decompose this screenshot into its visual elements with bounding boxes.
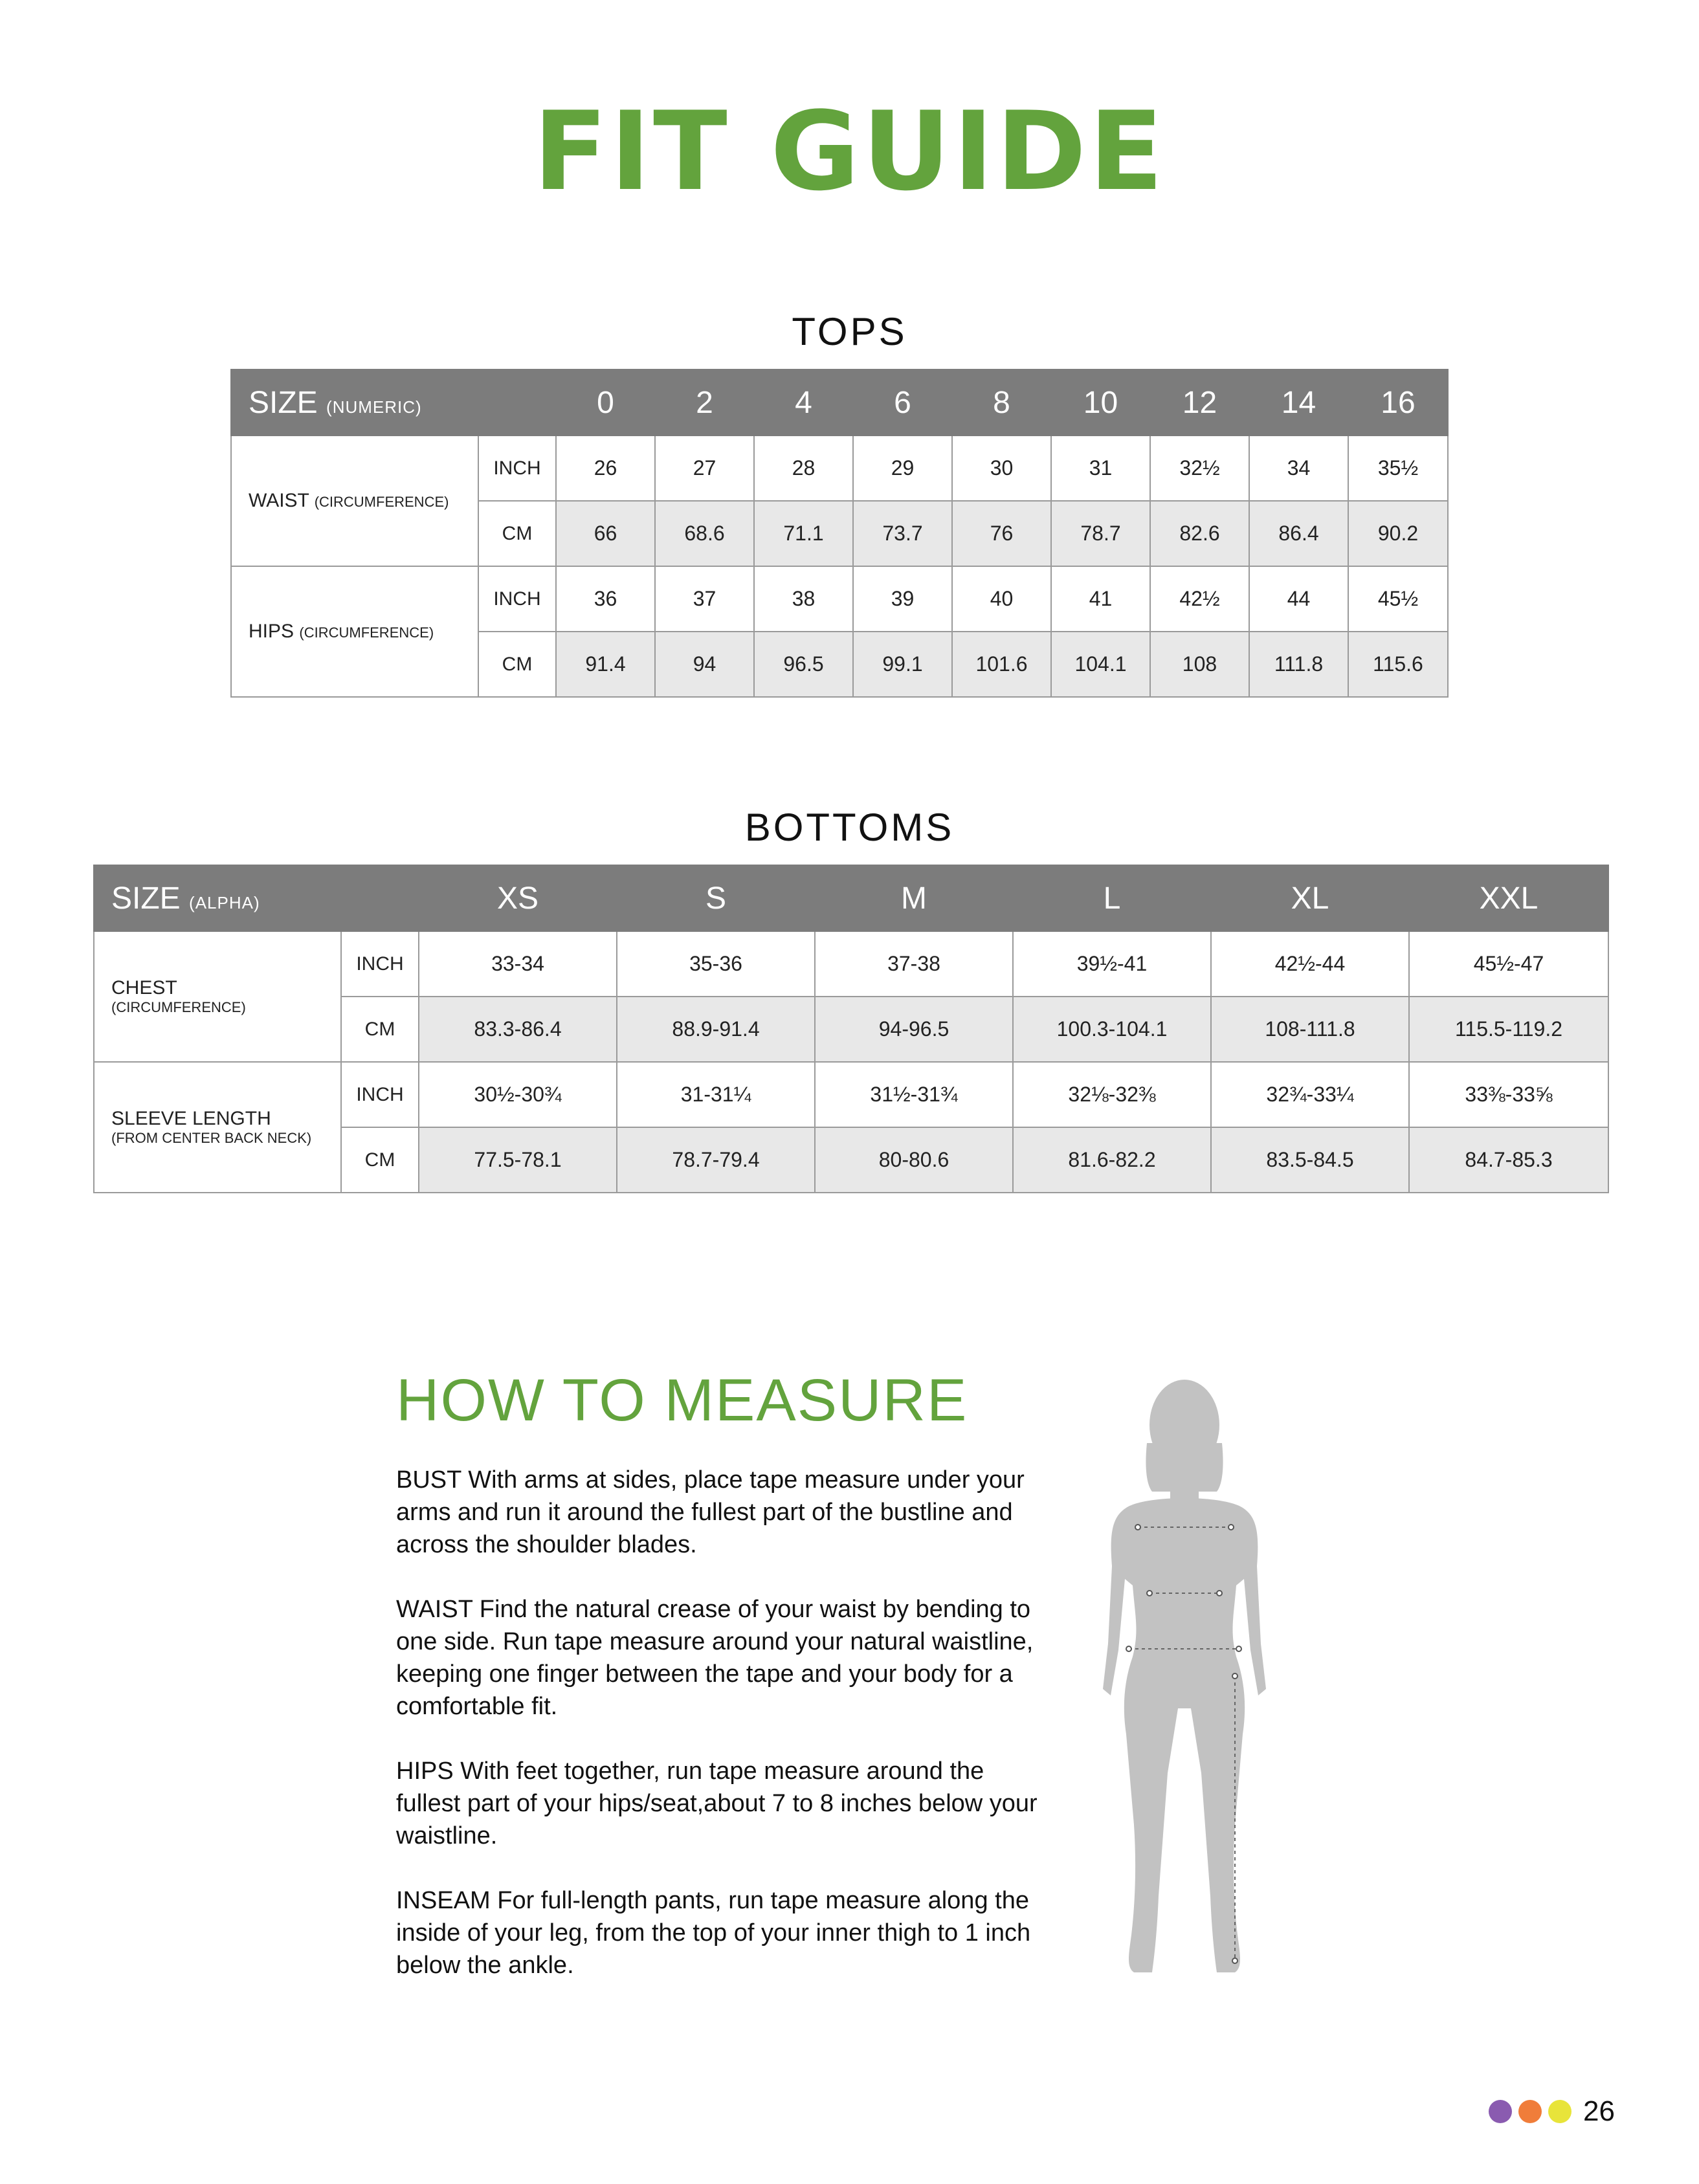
bottoms-size-table — [93, 865, 1609, 1193]
table-cell: 83.5-84.5 — [1211, 1127, 1409, 1193]
table-cell: 108-111.8 — [1211, 997, 1409, 1062]
measure-label: HIPS — [249, 621, 294, 642]
table-cell: 42½-44 — [1211, 931, 1409, 997]
table-cell: 29 — [853, 436, 952, 501]
table-cell: 104.1 — [1051, 632, 1150, 697]
table-cell: 39½-41 — [1013, 931, 1211, 997]
table-cell: 35-36 — [617, 931, 815, 997]
measure-sub-label: (CIRCUMFERENCE) — [314, 494, 449, 510]
table-cell: 80-80.6 — [815, 1127, 1013, 1193]
unit-label: CM — [341, 1127, 419, 1193]
table-cell: 45½-47 — [1409, 931, 1608, 997]
tops-heading: TOPS — [792, 310, 907, 353]
size-column-header: XL — [1211, 865, 1409, 931]
size-sub-label: (ALPHA) — [189, 892, 260, 912]
unit-label: INCH — [478, 436, 556, 501]
table-cell: 76 — [952, 501, 1051, 566]
row-label-hips — [231, 566, 478, 697]
silhouette-body — [1103, 1380, 1266, 1972]
page-number: 26 — [1583, 2095, 1615, 2127]
table-cell: 33⅜-33⅝ — [1409, 1062, 1608, 1127]
table-row — [231, 566, 1448, 632]
table-cell: 84.7-85.3 — [1409, 1127, 1608, 1193]
how-to-measure-heading: HOW TO MEASURE — [396, 1367, 968, 1433]
measure-label: WAIST — [249, 490, 309, 511]
footer-color-dots — [1489, 2100, 1571, 2123]
table-cell: 33-34 — [419, 931, 617, 997]
unit-label: CM — [478, 632, 556, 697]
table-cell: 32⅛-32⅜ — [1013, 1062, 1211, 1127]
table-cell: 88.9-91.4 — [617, 997, 815, 1062]
table-cell: 42½ — [1150, 566, 1249, 632]
size-column-header: 2 — [655, 370, 754, 436]
table-row — [94, 931, 1608, 997]
inseam-instructions: INSEAM For full-length pants, run tape measure along the inside of your leg, from the top of your inner thigh to 1 inch below the ankle. — [396, 1887, 1031, 1979]
measure-label: SLEEVE LENGTH — [111, 1108, 271, 1129]
size-column-header: 14 — [1249, 370, 1348, 436]
table-row — [94, 1062, 1608, 1127]
table-cell: 34 — [1249, 436, 1348, 501]
measure-sub-label: (FROM CENTER BACK NECK) — [111, 1130, 312, 1146]
table-cell: 28 — [754, 436, 853, 501]
table-cell: 91.4 — [556, 632, 655, 697]
row-label-waist — [231, 436, 478, 566]
table-cell: 115.5-119.2 — [1409, 997, 1608, 1062]
unit-label: INCH — [341, 1062, 419, 1127]
table-cell: 30½-30¾ — [419, 1062, 617, 1127]
table-cell: 37-38 — [815, 931, 1013, 997]
size-sub-label: (NUMERIC) — [326, 397, 422, 417]
size-column-header: M — [815, 865, 1013, 931]
table-cell: 115.6 — [1348, 632, 1448, 697]
tops-size-table — [230, 369, 1449, 698]
unit-header — [478, 370, 556, 436]
size-header — [231, 370, 478, 436]
table-cell: 71.1 — [754, 501, 853, 566]
purple-dot-icon — [1489, 2100, 1512, 2123]
table-cell: 100.3-104.1 — [1013, 997, 1211, 1062]
yellow-dot-icon — [1548, 2100, 1571, 2123]
table-cell: 31 — [1051, 436, 1150, 501]
row-label-sleeve-length — [94, 1062, 341, 1193]
size-column-header: 16 — [1348, 370, 1448, 436]
page-title: FIT GUIDE — [533, 88, 1166, 215]
table-cell: 68.6 — [655, 501, 754, 566]
waist-instructions: WAIST Find the natural crease of your waist by bending to one side. Run tape measure around your natural waistline, keeping one finger between the tape and your body for a comfortable fit. — [396, 1596, 1034, 1720]
table-cell: 73.7 — [853, 501, 952, 566]
table-cell: 37 — [655, 566, 754, 632]
table-cell: 39 — [853, 566, 952, 632]
size-header — [94, 865, 341, 931]
table-cell: 27 — [655, 436, 754, 501]
size-column-header: L — [1013, 865, 1211, 931]
table-cell: 40 — [952, 566, 1051, 632]
table-cell: 111.8 — [1249, 632, 1348, 697]
table-cell: 94 — [655, 632, 754, 697]
table-cell: 36 — [556, 566, 655, 632]
table-cell: 81.6-82.2 — [1013, 1127, 1211, 1193]
table-cell: 32¾-33¼ — [1211, 1062, 1409, 1127]
row-label-chest — [94, 931, 341, 1062]
unit-label: INCH — [478, 566, 556, 632]
table-cell: 35½ — [1348, 436, 1448, 501]
table-cell: 44 — [1249, 566, 1348, 632]
measure-sub-label: (CIRCUMFERENCE) — [111, 999, 246, 1015]
unit-label: CM — [478, 501, 556, 566]
table-cell: 108 — [1150, 632, 1249, 697]
table-cell: 83.3-86.4 — [419, 997, 617, 1062]
table-cell: 90.2 — [1348, 501, 1448, 566]
size-column-header: 0 — [556, 370, 655, 436]
table-cell: 78.7-79.4 — [617, 1127, 815, 1193]
size-label: SIZE — [111, 881, 181, 916]
table-header-row — [231, 370, 1448, 436]
table-cell: 101.6 — [952, 632, 1051, 697]
table-cell: 31½-31¾ — [815, 1062, 1013, 1127]
table-cell: 41 — [1051, 566, 1150, 632]
bust-instructions: BUST With arms at sides, place tape measure under your arms and run it around the fullest part of the bustline and across the shoulder blades. — [396, 1466, 1025, 1558]
size-label: SIZE — [249, 385, 318, 420]
table-cell: 32½ — [1150, 436, 1249, 501]
size-column-header: S — [617, 865, 815, 931]
bottoms-heading: BOTTOMS — [744, 806, 955, 849]
table-cell: 96.5 — [754, 632, 853, 697]
table-cell: 94-96.5 — [815, 997, 1013, 1062]
table-cell: 31-31¼ — [617, 1062, 815, 1127]
size-column-header: 6 — [853, 370, 952, 436]
table-cell: 82.6 — [1150, 501, 1249, 566]
table-cell: 30 — [952, 436, 1051, 501]
size-column-header: 4 — [754, 370, 853, 436]
table-cell: 45½ — [1348, 566, 1448, 632]
table-header-row — [94, 865, 1608, 931]
table-cell: 38 — [754, 566, 853, 632]
size-column-header: 8 — [952, 370, 1051, 436]
hips-instructions: HIPS With feet together, run tape measure around the fullest part of your hips/seat,about 7 to 8 inches below your waistline. — [396, 1758, 1038, 1849]
measure-sub-label: (CIRCUMFERENCE) — [299, 624, 434, 641]
size-column-header: 10 — [1051, 370, 1150, 436]
size-column-header: XS — [419, 865, 617, 931]
unit-label: CM — [341, 997, 419, 1062]
body-silhouette-illustration — [1087, 1372, 1282, 1993]
size-column-header: 12 — [1150, 370, 1249, 436]
table-cell: 99.1 — [853, 632, 952, 697]
table-cell: 26 — [556, 436, 655, 501]
unit-header — [341, 865, 419, 931]
measure-label: CHEST — [111, 977, 177, 998]
table-cell: 86.4 — [1249, 501, 1348, 566]
table-cell: 78.7 — [1051, 501, 1150, 566]
orange-dot-icon — [1518, 2100, 1542, 2123]
table-cell: 66 — [556, 501, 655, 566]
table-cell: 77.5-78.1 — [419, 1127, 617, 1193]
unit-label: INCH — [341, 931, 419, 997]
size-column-header: XXL — [1409, 865, 1608, 931]
table-row — [231, 436, 1448, 501]
